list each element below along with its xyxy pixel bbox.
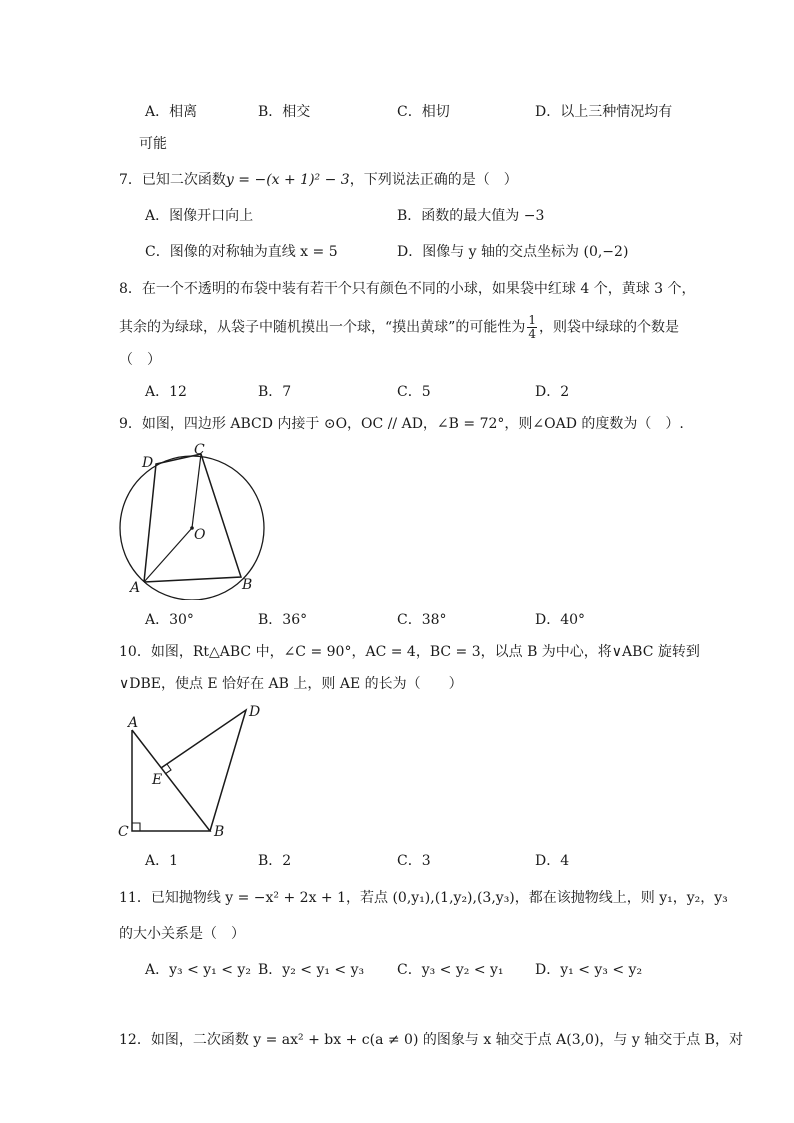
- q10-right-angle-c: [132, 823, 140, 831]
- q11-option-c: C．y₃ < y₂ < y₁: [397, 962, 504, 978]
- q7-option-c: C．图像的对称轴为直线 x = 5: [145, 244, 338, 260]
- q10-triangle-dbe: [161, 710, 246, 831]
- q10-line-2: ∨DBE，使点 E 恰好在 AB 上，则 AE 的长为（ ）: [119, 676, 463, 692]
- q8-line-1: 8．在一个不透明的布袋中装有若干个只有颜色不同的小球，如果袋中红球 4 个，黄球 3 个，: [119, 281, 696, 297]
- q8-line-2-b: ，则袋中绿球的个数是: [538, 319, 679, 336]
- q11-line-1: 11．已知抛物线 y = −x² + 2x + 1，若点 (0,y₁),(1,y₂),(3,y₃)，都在该抛物线上，则 y₁，y₂，y₃: [119, 890, 728, 906]
- q9-label-d: D: [142, 455, 154, 471]
- q10-option-c: C．3: [397, 853, 431, 869]
- q7-option-a: A．图像开口向上: [145, 208, 254, 224]
- q10-label-e: E: [152, 772, 163, 788]
- q9-figure: [110, 440, 280, 600]
- q9-label-a: A: [130, 580, 141, 596]
- q7-option-b: B．函数的最大值为 −3: [397, 208, 545, 224]
- q10-option-d: D．4: [535, 853, 570, 869]
- q8-line-3: （ ）: [119, 352, 161, 368]
- q9-option-d: D．40°: [535, 612, 586, 628]
- q9-segment-oa: [144, 528, 192, 582]
- q10-label-b: B: [214, 824, 225, 840]
- q6-option-d: D．以上三种情况均有: [535, 104, 673, 120]
- q7-option-d: D．图像与 y 轴的交点坐标为 (0,−2): [397, 244, 629, 260]
- q10-label-c: C: [118, 824, 129, 840]
- q7-suffix: ，下列说法正确的是（ ）: [349, 172, 518, 188]
- q9-option-c: C．38°: [397, 612, 447, 628]
- q10-label-a: A: [128, 715, 139, 731]
- q7-formula: y = −(x + 1)² − 3: [225, 172, 350, 188]
- q9-option-a: A．30°: [145, 612, 194, 628]
- q10-line-1: 10．如图，Rt△ABC 中，∠C = 90°，AC = 4，BC = 3，以点 B 为中心，将∨ABC 旋转到: [119, 644, 700, 660]
- q12-line-1: 12．如图，二次函数 y = ax² + bx + c(a ≠ 0) 的图象与 x 轴交于点 A(3,0)，与 y 轴交于点 B，对: [119, 1032, 743, 1048]
- q9-quadrilateral: [144, 454, 241, 582]
- q10-triangle-abc: [132, 730, 210, 831]
- q7-stem: [119, 170, 518, 190]
- q8-option-b: B．7: [258, 384, 292, 400]
- q6-option-c: C．相切: [397, 104, 450, 120]
- q11-line-2: 的大小关系是（ ）: [119, 926, 245, 942]
- q8-fraction-denominator: 4: [528, 327, 536, 341]
- q8-line-2-a: 其余的为绿球，从袋子中随机摸出一个球，“摸出黄球”的可能性为: [119, 319, 526, 336]
- q8-option-c: C．5: [397, 384, 431, 400]
- q11-option-b: B．y₂ < y₁ < y₃: [258, 962, 365, 978]
- q8-option-d: D．2: [535, 384, 570, 400]
- q8-fraction-numerator: 1: [528, 313, 536, 327]
- q11-option-a: A．y₃ < y₁ < y₂: [145, 962, 251, 978]
- q9-label-c: C: [194, 442, 205, 458]
- q10-option-b: B．2: [258, 853, 292, 869]
- q6-option-a: A．相离: [145, 104, 198, 120]
- q9-label-o: O: [194, 527, 206, 543]
- q9-option-b: B．36°: [258, 612, 308, 628]
- q8-fraction: [527, 314, 537, 341]
- q10-option-a: A．1: [145, 853, 179, 869]
- q9-segment-oc: [192, 454, 201, 528]
- q8-line-2: [119, 314, 679, 341]
- q6-option-d-continued: 可能: [139, 136, 167, 152]
- q11-option-d: D．y₁ < y₃ < y₂: [535, 962, 643, 978]
- q8-option-a: A．12: [145, 384, 187, 400]
- q10-label-d: D: [249, 704, 261, 720]
- q9-label-b: B: [242, 577, 253, 593]
- q6-option-b: B．相交: [258, 104, 311, 120]
- q7-prefix: 7．已知二次函数: [119, 172, 226, 188]
- q10-figure: [112, 700, 272, 845]
- q9-stem: 9．如图，四边形 ABCD 内接于 ⊙O，OC // AD，∠B = 72°，则∠OAD 的度数为（ ）.: [119, 416, 684, 432]
